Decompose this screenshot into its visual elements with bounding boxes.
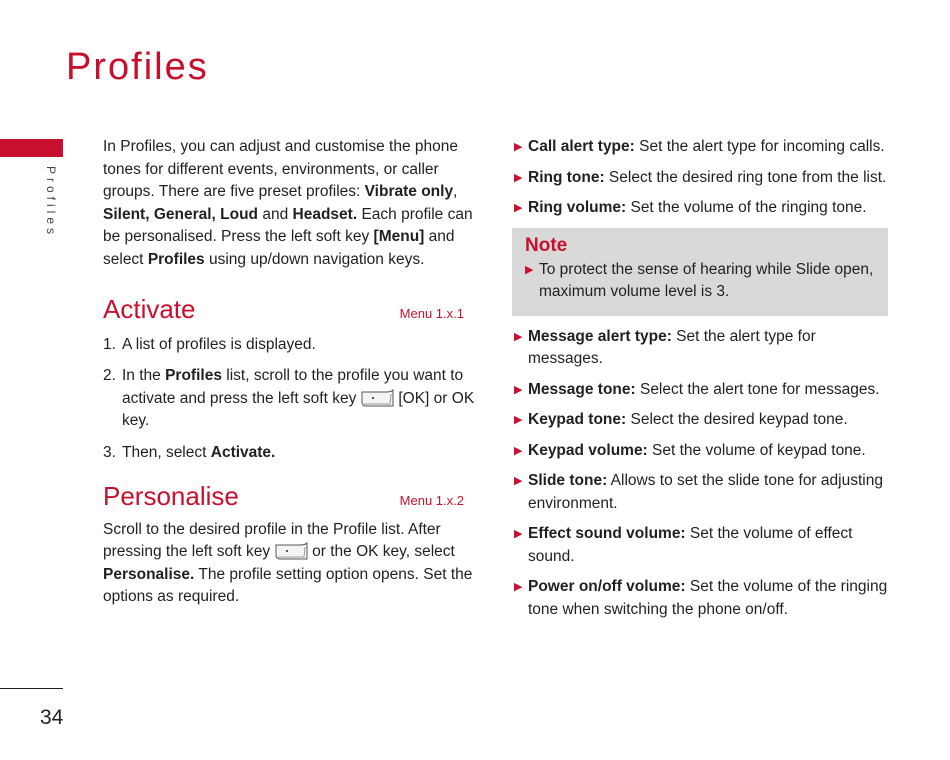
note-item [525, 259, 878, 304]
personalise-menu-ref: Menu 1.x.2 [399, 493, 464, 508]
activate-header [103, 293, 475, 326]
option-item: ▶ Ring volume: Set the volume of the ringing tone. [512, 197, 888, 220]
option-item: ▶ Call alert type: Set the alert type for incoming calls. [512, 136, 888, 159]
side-tab-marker [0, 139, 63, 157]
step-item: 3. Then, select Activate. [103, 443, 276, 461]
note-text: To protect the sense of hearing while Slide open, maximum volume level is 3. [539, 260, 874, 300]
right-triangle-icon: ▶ [514, 330, 523, 343]
option-item: ▶ Keypad volume: Set the volume of keypad tone. [512, 440, 888, 463]
step-item: 2. In the Profiles list, scroll to the profile you want to activate and press the left soft key [OK] or OK key. [103, 367, 475, 429]
right-triangle-icon: ▶ [514, 581, 523, 593]
right-triangle-icon: ▶ [514, 202, 523, 214]
right-triangle-icon: ▶ [514, 414, 523, 426]
option-item: ▶ Power on/off volume: Set the volume of the ringing tone when switching the phone on/off. [512, 576, 888, 621]
left-soft-key-icon [274, 542, 308, 560]
page-title: Profiles [66, 46, 209, 88]
right-column [512, 136, 888, 629]
right-triangle-icon: ▶ [514, 444, 523, 457]
note-title: Note [525, 234, 568, 256]
personalise-title: Personalise [103, 481, 239, 511]
left-column [103, 136, 475, 609]
page-number: 34 [40, 706, 64, 729]
right-triangle-icon: ▶ [514, 475, 523, 487]
right-triangle-icon: ▶ [514, 171, 523, 184]
personalise-paragraph: Scroll to the desired profile in the Profile list. After pressing the left soft key or the OK key, select Personalise. The profile setting option opens. Set the options as required. [103, 520, 473, 605]
intro-paragraph: In Profiles, you can adjust and customise the phone tones for different events, environments, or caller groups. There are five preset profiles: Vibrate only, Silent, General, Loud and Headset. Each profile can be personalised. Press the left soft key [Menu] and select Profiles using up/down navigation keys. [103, 138, 473, 268]
option-item: ▶ Slide tone: Allows to set the slide tone for adjusting environment. [512, 470, 888, 515]
option-item: ▶ Effect sound volume: Set the volume of effect sound. [512, 523, 888, 568]
right-triangle-icon: ▶ [514, 141, 523, 153]
right-triangle-icon: ▶ [514, 383, 523, 396]
personalise-header [103, 480, 475, 513]
right-triangle-icon: ▶ [514, 528, 523, 540]
right-triangle-icon: ▶ [525, 263, 534, 276]
option-item: ▶ Keypad tone: Select the desired keypad tone. [512, 409, 888, 432]
activate-title: Activate [103, 294, 196, 324]
note-box [512, 228, 888, 316]
step-item: 1. A list of profiles is displayed. [103, 335, 316, 353]
footer-rule [0, 688, 63, 689]
option-item: ▶ Message alert type: Set the alert type for messages. [512, 326, 888, 371]
left-soft-key-icon [360, 389, 394, 407]
option-item: ▶ Ring tone: Select the desired ring tone from the list. [512, 167, 888, 190]
activate-steps [103, 334, 475, 465]
side-section-label: Profiles [44, 166, 58, 239]
activate-menu-ref: Menu 1.x.1 [399, 306, 464, 321]
option-item: ▶ Message tone: Select the alert tone for messages. [512, 379, 888, 402]
